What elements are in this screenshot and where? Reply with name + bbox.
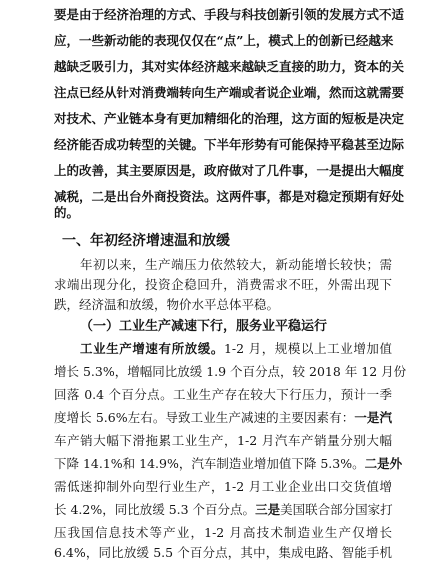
paragraph-3-line-4-text: 度增长 5.6%左右。导致工业生产减速的主要因素有：	[54, 410, 355, 425]
paragraph-2-line-2: 求端出现分化，投资企稳回升，消费需求不旺，外需出现下	[54, 277, 392, 292]
paragraph-1-line-2: 应，一些新动能的表现仅仅在“点”上，模式上的创新已经越来	[54, 33, 394, 48]
paragraph-3-line-7: 需低迷抑制外向型行业生产，1-2 月工业企业出口交货值增	[54, 479, 392, 494]
paragraph-1-line-8: 减税，二是出台外商投资法。这两件事，都是对稳定预期有好处	[54, 189, 405, 204]
paragraph-1-line-1: 要是由于经济治理的方式、手段与科技创新引领的发展方式不适	[54, 7, 405, 22]
paragraph-1-line-6: 经济能否成功转型的关键。下半年形势有可能保持平稳甚至边际	[54, 137, 405, 152]
paragraph-3-line-8-start: 长 4.2%，同比放缓 5.3 个百分点。	[54, 502, 256, 517]
paragraph-2-line-3: 跌，经济温和放缓，物价水平总体平稳。	[54, 297, 280, 312]
paragraph-1-line-3: 越缺乏吸引力，其对实体经济越来越缺乏直接的助力，资本的关	[54, 59, 405, 74]
paragraph-3-line-10: 6.4%，同比放缓 5.5 个百分点，其中，集成电路、智能手机	[54, 545, 392, 560]
paragraph-3-line-8-end: 美国联合部分国家打	[280, 502, 393, 517]
paragraph-3-point-3-label: 三是	[255, 502, 281, 517]
paragraph-3-line-1-rest: 1-2 月，规模以上工业增加值	[223, 341, 392, 356]
paragraph-1-line-7: 上的改善，其主要原因是，政府做对了几件事，一是提出大幅度	[54, 163, 405, 178]
paragraph-3-lead: 工业生产增速有所放缓。	[80, 341, 224, 356]
paragraph-3-point-2-label: 二是外	[364, 456, 403, 471]
subsection-heading: （一）工业生产减速下行，服务业平稳运行	[80, 319, 328, 334]
paragraph-1-line-5: 对技术、产业链本身有更加精细化的治理，这方面的短板是决定	[54, 111, 405, 126]
paragraph-3-point-1-label: 一是汽	[354, 410, 392, 425]
paragraph-3-line-5: 车产销大幅下滑拖累工业生产，1-2 月汽车产销量分别大幅	[54, 433, 392, 448]
paragraph-3-line-3: 回落 0.4 个百分点。工业生产存在较大下行压力，预计一季	[54, 387, 392, 402]
paragraph-1-line-9: 的。	[54, 205, 80, 220]
paragraph-3-line-2: 增长 5.3%，增幅同比放缓 1.9 个百分点，较 2018 年 12 月份	[54, 364, 407, 379]
paragraph-3-line-6-text: 下降 14.1%和 14.9%，汽车制造业增加值下降 5.3%。	[54, 456, 365, 471]
section-heading: 一、年初经济增速温和放缓	[62, 233, 230, 249]
paragraph-3-line-9: 压我国信息技术等产业，1-2 月高技术制造业生产仅增长	[54, 525, 392, 540]
paragraph-1-line-4: 注点已经从针对消费端转向生产端或者说企业端，然而这就需要	[54, 85, 405, 100]
paragraph-2-line-1: 年初以来，生产端压力依然较大，新动能增长较快；需	[80, 257, 392, 272]
